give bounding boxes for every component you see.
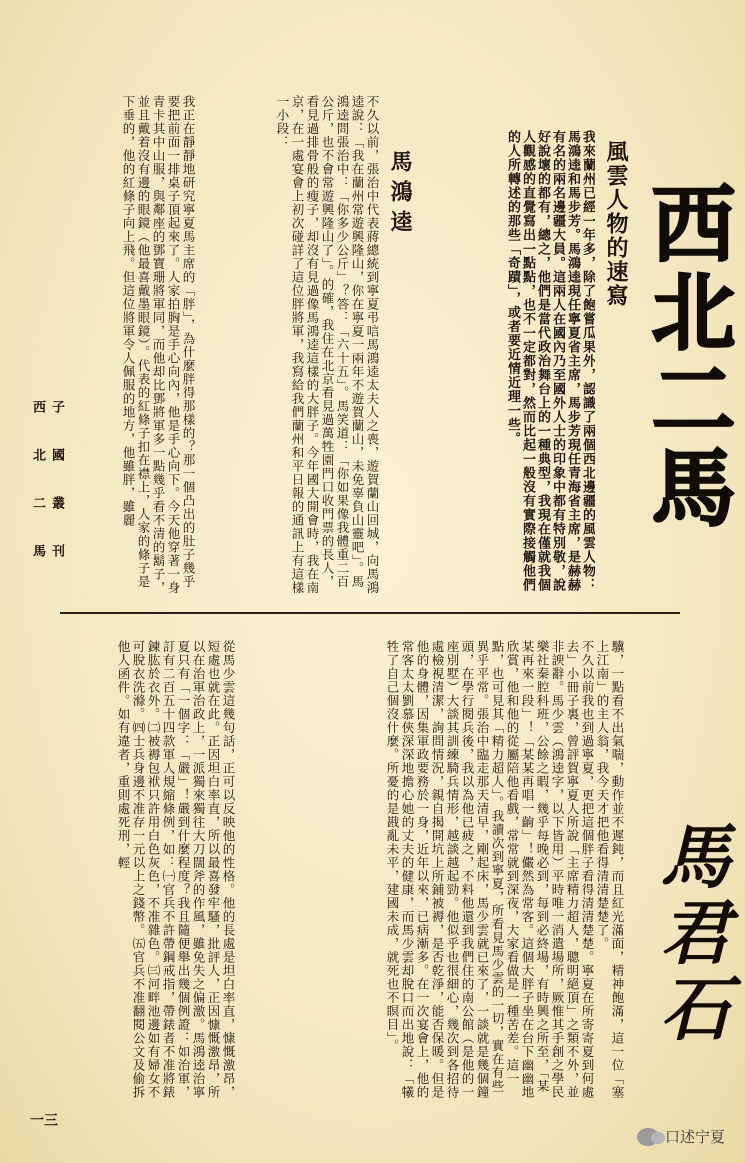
article-body-col1: 不久以前，張治中代表蔣總統到寧夏弔唁馬鴻逵太夫人之喪，遊賀蘭山回城，向馬鴻逵說：「我在蘭州常遊興隆山，你在寧夏一兩年不遊賀蘭山，未免辜負山靈吧」。馬鴻逵問張治中：「你多少公斤」？答：「六十五」。馬笑道：「你如果像我體重二百公斤，也不會常遊興隆山了」。的確，我住在北京看見過萬牲園門口收門票的長人，看見過排骨般的瘦子，却沒有見過像馬鴻逵這樣的大胖子。今年國大開會時，我在南京，在一處宴會上初次碰詳了這位胖將軍，我寫給我們蘭州和平日報的通訊上有這樣一小段： (275, 95, 380, 595)
article-body-col2: 我正在靜靜地研究寧夏馬主席的「胖」，為什麼胖得那樣的？那一個凸出的肚子幾乎要把前面一排桌子頂起來了。人家拍胸是手心向內，他是手心向下。今天他穿著一身青卡其中山服，與鄰座的鄧寶珊將軍同，而他却比鄧將軍多一點幾乎看不清的鬍子，並且戴着沒有邊的眼鏡（他最喜戴墨眼鏡）。代表的紅條子扣在襟上，人家的條子是下垂的，他的紅條子向上飛。但這位將軍令人佩服的地方，他雖胖，雖麗 (121, 95, 196, 595)
page-footer: 子 國 叢 刊 西 北 二 馬 (30, 400, 64, 567)
article-subtitle: 風雲人物的速寫 (603, 140, 628, 308)
wechat-icon (637, 1128, 659, 1146)
section-heading: 馬鴻逵 (387, 150, 413, 240)
author-signature: 馬君石 (649, 820, 732, 1048)
article-title: 西北二馬 (639, 180, 732, 532)
article-body-col3: 驥，一點看不出氣喘，動作並不遲鈍，而且紅光滿面，精神飽滿，這一位「塞上江南」的主人翁，我今天才把他看得清清楚楚了。 不久以前我也到過寧夏，更把這個胖子看得清清楚楚。寧夏在所寄寄夏到何處去」小冊子裏，曾評賀寧夏人所說「主席精力超人，聰明絕頂」之類不外，並非諛辭。馬少雲（鴻逵字，以下皆用）平時唯一消遣場所，厥惟其手創之學民樂社秦腔科班，公餘之暇，幾乎每晚必到，每到必終場，有時興之所至，「某某再來一段」！「某某再唱一齣」！儼然為常客。這個大胖子坐在台下幽幽地欣賞，他和他的從屬陪他看戲，常常就到深夜，大家看做是一種苦差。這一點，也可見其「精力超人」。我讀次到寧夏，所看見馬少雲的一切，實在有些異乎平常。張治中臨走那天清早，剛起床，馬少雲就已來了，一談就是幾個鐘頭，在學行閱兵後，我以為他已疲之，不料他還到我們住的南公館（是他的一座別墅）大談其訓練騎兵情形，越談越起勁。他似乎也很細心，幾次到各招待處檢視清潔，詢問情況，親自揭開坑上所鋪被褥，是否乾淨，能否保暖。但是他的身體，因集軍政要務於一身，近年以來，已病漸多。在一次宴會上，他的常客太太劉慕俠深深地擔心她的丈夫的健康，而馬少雲却脫口而出地說：「犧牲了自己個沒什麼。所憂的是戡亂未平，建國未成，就死也不瞑目」。 (385, 640, 625, 1099)
article-body-col4: 從馬少雲這幾句話，正可以反映他的性格。他的長處是坦白率直，慷慨激昂，短處也就在此。正因坦白率直，所以最喜發牢騷，批評人，正因慷慨激昂，所以在治軍治政上，一派獨來獨往大刀闊斧的作風，雖免失之偏激。馬鴻逵治寧夏只有「一個字：「嚴」！嚴到什麼程度？我且隨便舉出幾個例證：如治軍，訂有二百五十四款軍人規縮條例，如：㈠官兵不許帶鋼戒指，帶錶者不准將錶鍊肱於衣外。㈡被褥包袱只許用白色灰色，不准雜色。㈢河畔池邊如有婦女不可脫衣洗滌。㈣士兵身邊不准存一元以上之錢幣。㈤官兵不准翻閱公文及偷拆他人函件。如有違者，重則處死刑，輕 (116, 640, 236, 1099)
intro-paragraph: 我來蘭州已經一年多，除了飽嘗瓜果外，認識了兩個西北邊疆的風雲人物：馬鴻逵和馬步芳。馬鴻逵現任寧夏省主席，馬步芳現任青海省主席，是赫赫有名的兩名邊疆大員。這兩人在國內乃至國外人士的印象中都有特別敬，說好說壞的都有，總之，他們是當代政治舞台上的一種典型，我現在僅就我個人觀感的直覺寫出一點點，也不一定都對，然而比起一般沒有實際接觸他們的人所轉述的那些「奇蹟」，或者要近情近理一些。 (505, 130, 595, 592)
watermark (637, 1126, 725, 1147)
page-number: 一三 (30, 1113, 58, 1129)
watermark-label: 口述宁夏 (664, 1128, 725, 1146)
page-divider (60, 612, 680, 614)
